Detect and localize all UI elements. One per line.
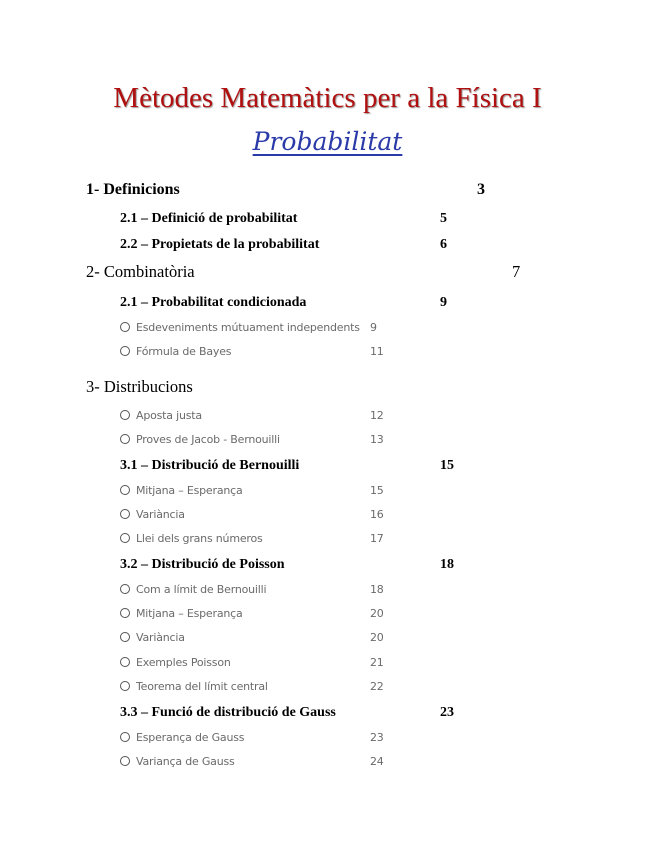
toc-page-number: 7 <box>512 262 521 281</box>
toc-subsection-label: 2.1 – Definició de probabilitat <box>120 211 298 226</box>
bullet-icon <box>120 346 130 356</box>
toc-page-number: 9 <box>440 295 447 310</box>
toc-subsection-label: 2.1 – Probabilitat condicionada <box>120 295 307 310</box>
toc-page-number: 24 <box>370 755 384 768</box>
toc-page-number: 12 <box>370 409 384 422</box>
toc-page-number: 20 <box>370 631 384 644</box>
toc-subsection-label: 3.2 – Distribució de Poisson <box>120 557 285 572</box>
document-subtitle: Probabilitat <box>252 127 403 156</box>
toc-page-number: 23 <box>370 731 384 744</box>
toc-item-label: Fórmula de Bayes <box>136 345 232 358</box>
bullet-icon <box>120 608 130 618</box>
toc-page-number: 18 <box>440 557 454 572</box>
toc-subsection-label: 2.2 – Propietats de la probabilitat <box>120 237 320 252</box>
bullet-icon <box>120 533 130 543</box>
bullet-icon <box>120 509 130 519</box>
toc-page-number: 22 <box>370 680 384 693</box>
bullet-icon <box>120 584 130 594</box>
toc-page-number: 6 <box>440 237 447 252</box>
toc-item-label: Exemples Poisson <box>136 656 231 669</box>
toc-item-label: Aposta justa <box>136 409 202 422</box>
toc-page-number: 20 <box>370 607 384 620</box>
toc-item-label: Mitjana – Esperança <box>136 484 243 497</box>
bullet-icon <box>120 410 130 420</box>
toc-section-label: 2- Combinatòria <box>86 262 195 281</box>
document-title: Mètodes Matemàtics per a la Física I <box>113 82 542 114</box>
bullet-icon <box>120 657 130 667</box>
toc-page-number: 18 <box>370 583 384 596</box>
toc-item-label: Com a límit de Bernouilli <box>136 583 267 596</box>
bullet-icon <box>120 434 130 444</box>
toc-page-number: 17 <box>370 532 384 545</box>
toc-page-number: 21 <box>370 656 384 669</box>
toc-item-label: Esperança de Gauss <box>136 731 245 744</box>
toc-section-label: 1- Definicions <box>86 181 180 198</box>
toc-item-label: Esdeveniments mútuament independents <box>136 321 360 334</box>
toc-page-number: 15 <box>440 458 454 473</box>
toc-item-label: Proves de Jacob - Bernouilli <box>136 433 280 446</box>
toc-page-number: 23 <box>440 705 454 720</box>
toc-page-number: 11 <box>370 345 384 358</box>
toc-page-number: 16 <box>370 508 384 521</box>
toc-item-label: Variància <box>136 508 185 521</box>
bullet-icon <box>120 632 130 642</box>
toc-page-number: 3 <box>477 181 485 198</box>
bullet-icon <box>120 756 130 766</box>
toc-item-label: Teorema del límit central <box>136 680 268 693</box>
toc-subsection-label: 3.1 – Distribució de Bernouilli <box>120 458 300 473</box>
toc-item-label: Variància <box>136 631 185 644</box>
bullet-icon <box>120 732 130 742</box>
toc-item-label: Variança de Gauss <box>136 755 235 768</box>
toc-page-number: 15 <box>370 484 384 497</box>
toc-subsection-label: 3.3 – Funció de distribució de Gauss <box>120 705 336 720</box>
toc-page-number: 5 <box>440 211 447 226</box>
toc-item-label: Llei dels grans números <box>136 532 263 545</box>
toc-page-number: 13 <box>370 433 384 446</box>
toc-section-label: 3- Distribucions <box>86 377 193 396</box>
bullet-icon <box>120 485 130 495</box>
bullet-icon <box>120 322 130 332</box>
toc-item-label: Mitjana – Esperança <box>136 607 243 620</box>
toc-page-number: 9 <box>370 321 377 334</box>
bullet-icon <box>120 681 130 691</box>
